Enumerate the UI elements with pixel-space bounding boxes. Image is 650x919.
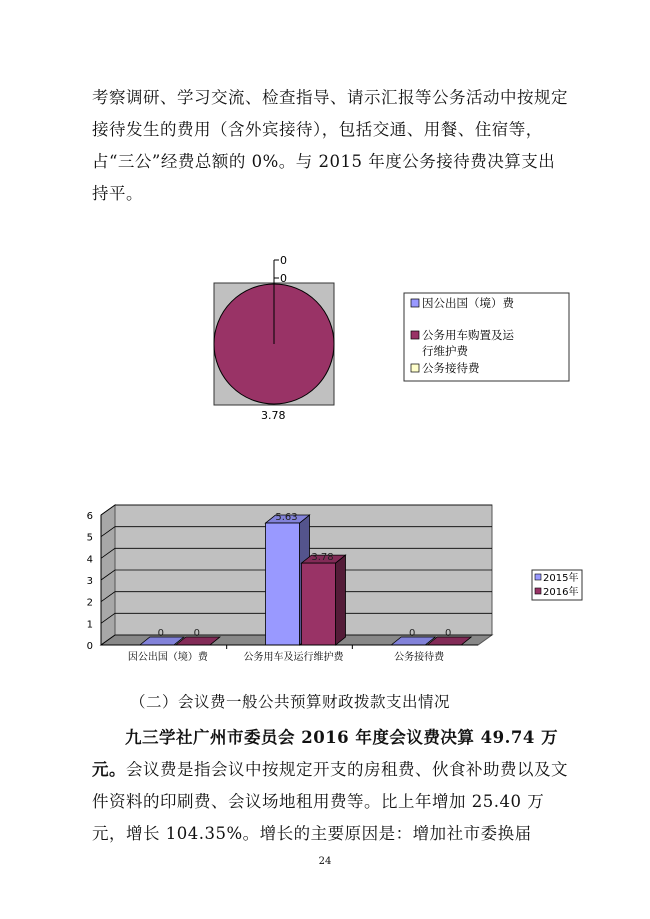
bar-data-label: 0 [408,628,416,639]
y-tick-label: 1 [86,619,93,631]
page-number: 24 [318,856,332,867]
y-tick-label: 0 [86,641,93,652]
pie-data-label: 0 [280,254,287,267]
pie-chart [0,245,650,435]
pie-data-label: 0 [280,272,287,285]
y-tick-label: 3 [86,576,93,587]
x-tick-label: 公务用车及运行维护费 [243,652,344,663]
legend-swatch [535,588,541,594]
legend-swatch [411,299,419,307]
bar-data-label: 3.78 [311,552,334,564]
pie-data-label: 3.78 [261,409,286,422]
bold-summary: 九三学社广州市委员会 2016 年度会议费决算 49.74 万元。 [92,728,559,779]
legend-label: 公务接待费 [422,361,480,375]
legend-swatch [535,574,541,580]
legend-swatch [411,331,419,339]
legend-label: 行维护费 [422,344,468,358]
y-tick-label: 4 [86,554,93,566]
body-paragraph-bottom [92,722,570,850]
y-tick-label: 5 [86,532,93,544]
paragraph-text: 会议费是指会议中按规定开支的房租费、伙食补助费以及文件资料的印刷费、会议场地租用费等。比上年增加 25.40 万元，增长 104.35%。增长的主要原因是：增加社市委换届 [92,760,568,843]
bar-chart [0,495,650,675]
legend-label: 2016年 [543,587,579,598]
legend-label: 公务用车购置及运 [422,328,514,342]
bar-data-label: 0 [157,628,165,639]
bar-data-label: 5.63 [275,512,298,524]
legend-swatch [411,364,419,372]
bar [302,555,346,645]
paragraph-text: 考察调研、学习交流、检查指导、请示汇报等公务活动中按规定接待发生的费用（含外宾接待），包括交通、用餐、住宿等，占“三公”经费总额的 0%。与 2015 年度公务接待费决算支出持平。 [92,88,568,203]
section-title: （二）会议费一般公共预算财政拨款支出情况 [130,693,451,711]
legend-label: 因公出国（境）费 [422,296,514,310]
y-tick-label: 2 [86,597,93,609]
x-tick-label: 公务接待费 [394,652,445,663]
body-paragraph-top [92,82,570,210]
y-tick-label: 6 [86,511,93,522]
x-tick-label: 因公出国（境）费 [127,652,208,663]
bar-data-label: 0 [444,628,452,639]
legend-label: 2015年 [543,573,579,584]
bar-data-label: 0 [193,628,201,639]
